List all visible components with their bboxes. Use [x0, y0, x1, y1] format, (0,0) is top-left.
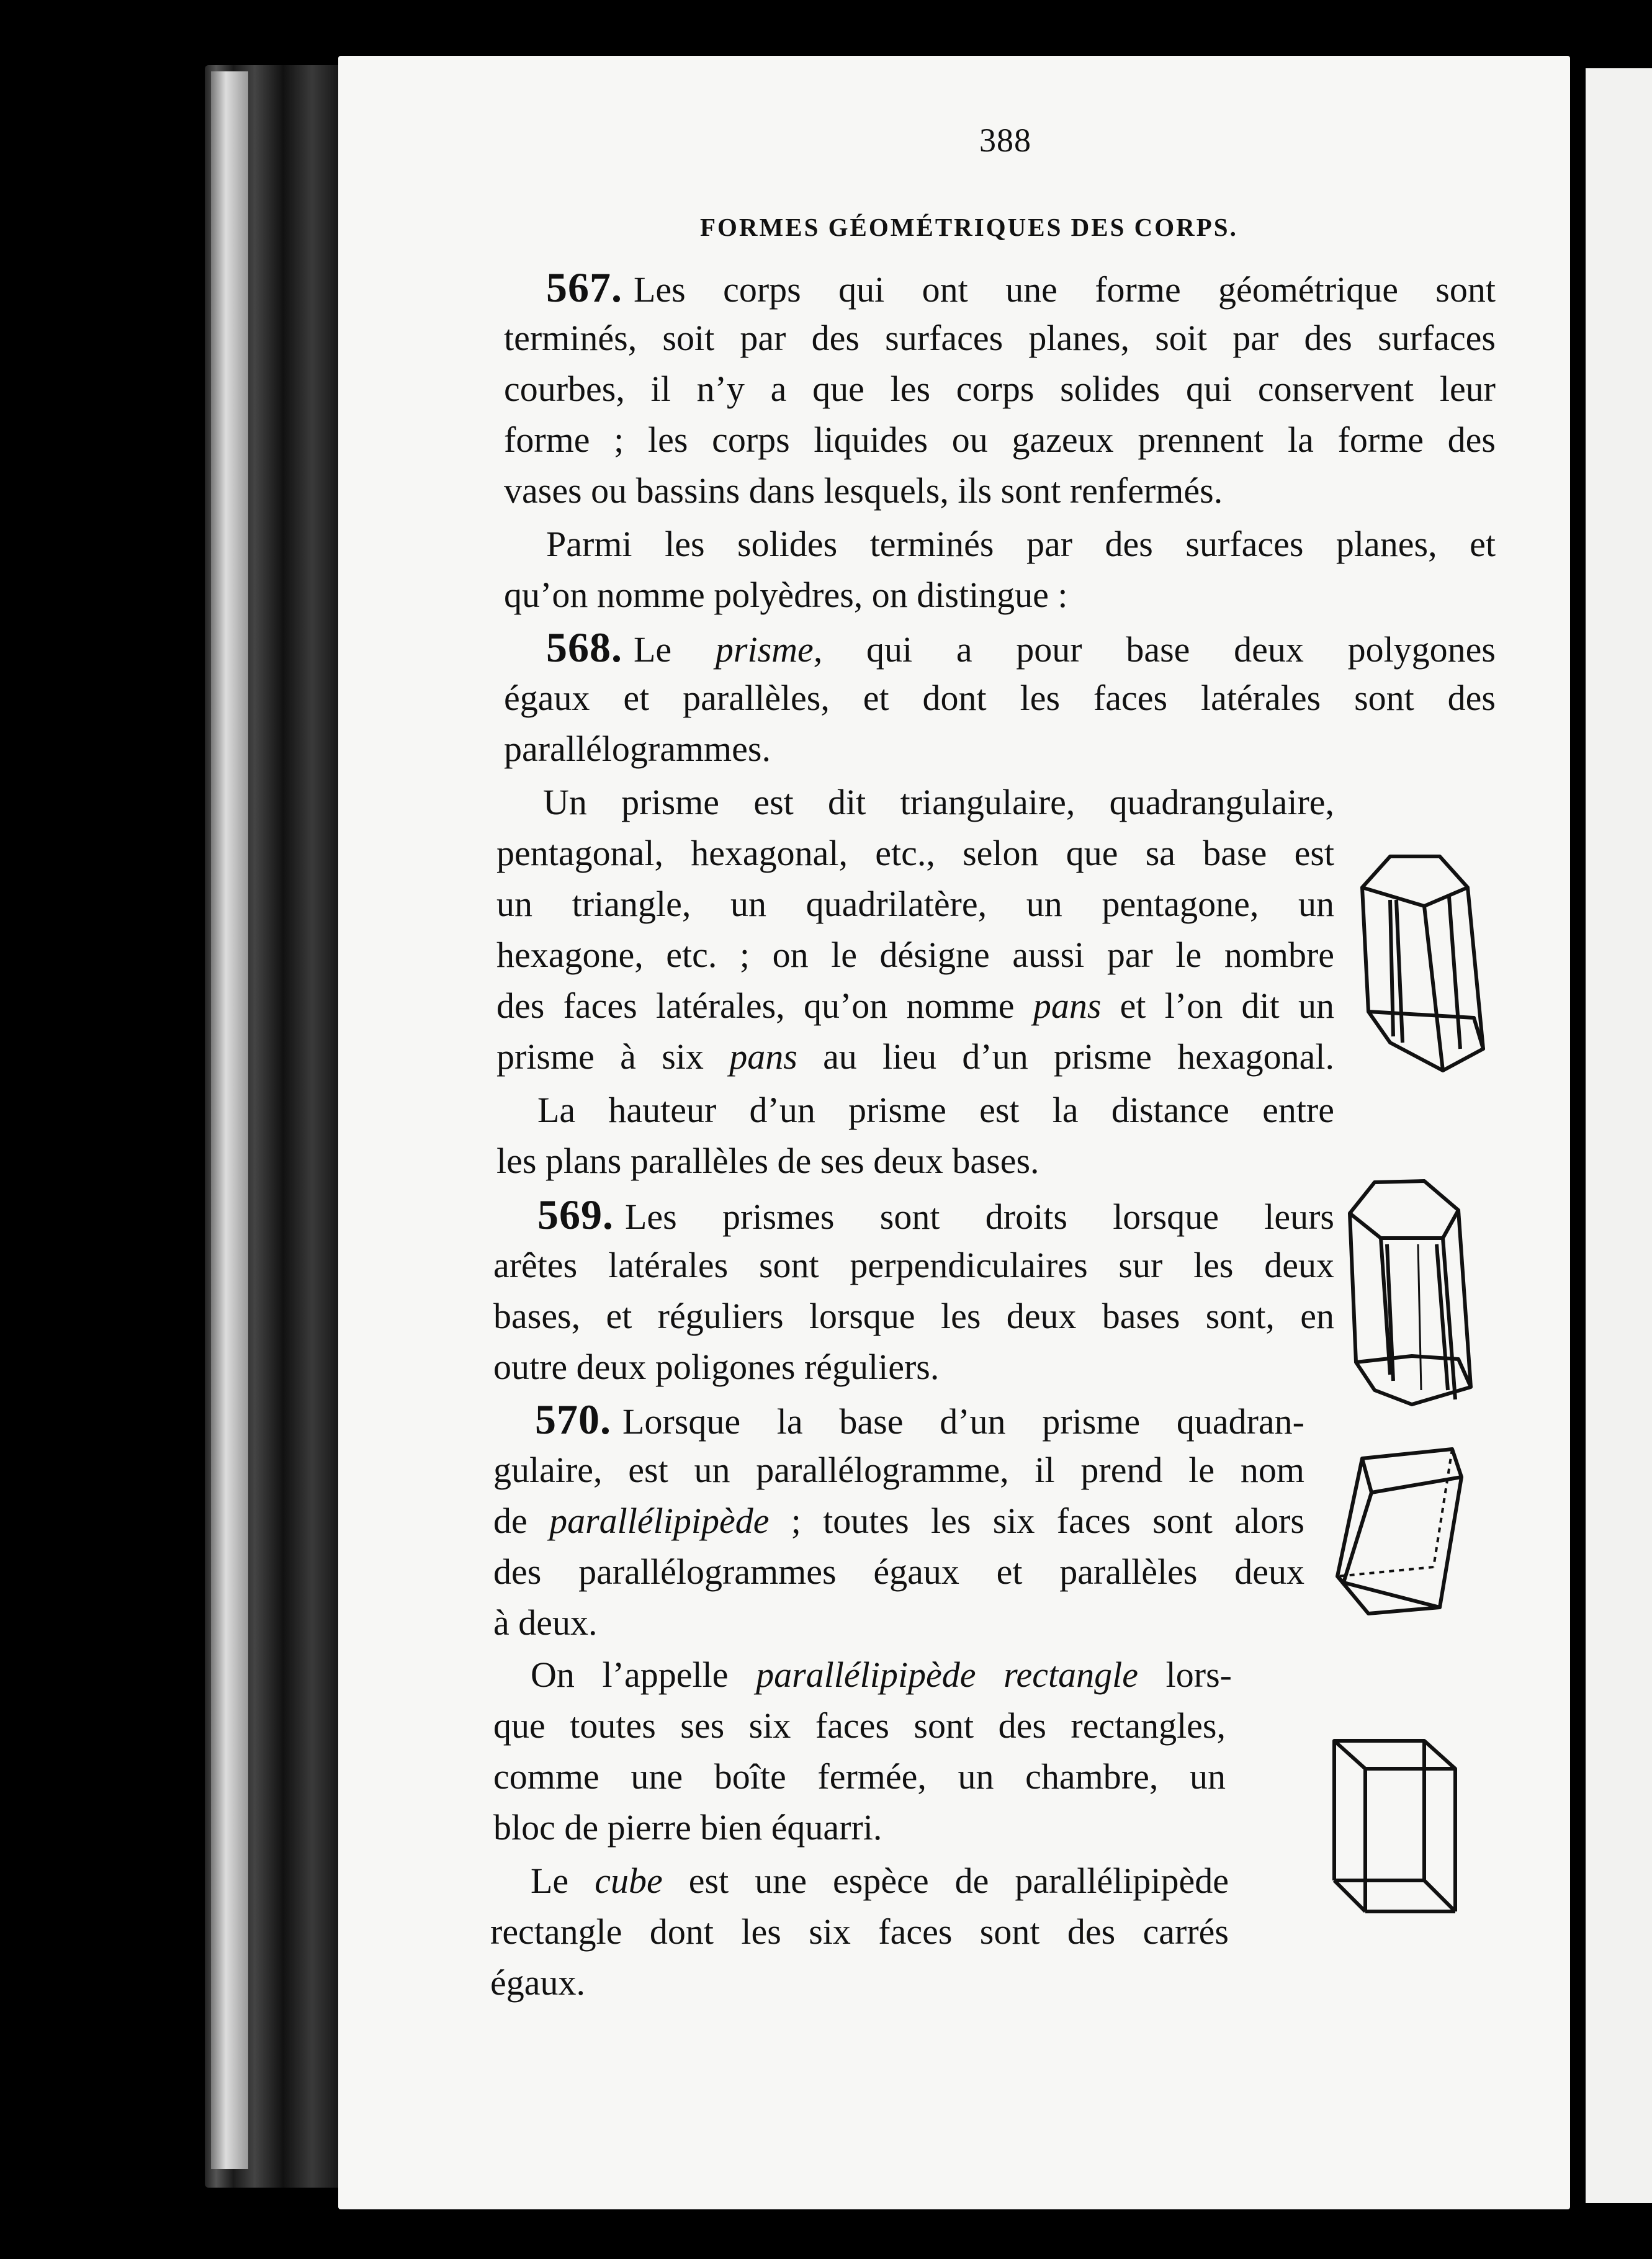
text-line: des faces latérales, qu’on nomme pans et l’on dit un: [496, 986, 1335, 1026]
parallelepiped-icon: [1334, 1446, 1465, 1620]
section-number: 568.: [546, 624, 622, 671]
text-line: gulaire, est un parallélogramme, il prend le nom: [493, 1450, 1304, 1490]
text-line: bases, et réguliers lorsque les deux bases sont, en: [493, 1296, 1334, 1336]
text-line: terminés, soit par des surfaces planes, soit par des surfaces: [504, 318, 1496, 358]
text-line: Le cube est une espèce de parallélipipède: [531, 1861, 1229, 1901]
section-number: 569.: [537, 1191, 614, 1238]
page-edges: [211, 71, 248, 2169]
cube-icon: [1331, 1738, 1461, 1915]
text-line: rectangle dont les six faces sont des carrés: [490, 1911, 1229, 1952]
text-line: forme ; les corps liquides ou gazeux prennent la forme des: [504, 420, 1496, 460]
pentagonal-prism-icon: [1356, 850, 1493, 1080]
text-line: que toutes ses six faces sont des rectangles,: [493, 1705, 1226, 1746]
text-line: arêtes latérales sont perpendiculaires sur les deux: [493, 1245, 1334, 1285]
text-line: 570. Lorsque la base d’un prisme quadran-: [535, 1396, 1304, 1443]
hexagonal-prism-icon: [1344, 1176, 1483, 1409]
text-line: Un prisme est dit triangulaire, quadrangulaire,: [543, 782, 1334, 822]
text-line: parallélogrammes.: [504, 729, 771, 769]
text-line: à deux.: [493, 1602, 598, 1643]
text-line: pentagonal, hexagonal, etc., selon que sa base est: [496, 833, 1334, 873]
text-line: 569. Les prismes sont droits lorsque leurs: [537, 1191, 1334, 1238]
text-line: les plans parallèles de ses deux bases.: [496, 1141, 1039, 1181]
section-number: 567.: [546, 264, 622, 311]
page-number: 388: [979, 122, 1031, 159]
text-line: 567. Les corps qui ont une forme géométrique sont: [546, 264, 1496, 311]
text-line: un triangle, un quadrilatère, un pentagone, un: [496, 884, 1334, 924]
text-line: égaux.: [490, 1962, 585, 2003]
text-line: de parallélipipède ; toutes les six faces sont alors: [493, 1501, 1304, 1541]
text-line: Parmi les solides terminés par des surfaces planes, et: [546, 524, 1496, 564]
text-line: courbes, il n’y a que les corps solides qui conservent leur: [504, 369, 1496, 409]
text-line: vases ou bassins dans lesquels, ils sont renfermés.: [504, 470, 1223, 511]
text-line: égaux et parallèles, et dont les faces latérales sont des: [504, 678, 1496, 718]
text-line: des parallélogrammes égaux et parallèles deux: [493, 1552, 1304, 1592]
facing-page-strip: [1586, 68, 1652, 2203]
running-head: FORMES GÉOMÉTRIQUES DES CORPS.: [700, 213, 1238, 241]
text-line: qu’on nomme polyèdres, on distingue :: [504, 575, 1068, 615]
text-line: On l’appelle parallélipipède rectangle lors-: [531, 1655, 1232, 1695]
text-line: prisme à six pans au lieu d’un prisme hexagonal.: [496, 1036, 1334, 1077]
text-line: bloc de pierre bien équarri.: [493, 1807, 882, 1848]
section-number: 570.: [535, 1396, 611, 1443]
text-line: outre deux poligones réguliers.: [493, 1347, 940, 1387]
text-line: hexagone, etc. ; on le désigne aussi par le nombre: [496, 935, 1334, 975]
text-line: La hauteur d’un prisme est la distance entre: [537, 1090, 1334, 1130]
text-line: comme une boîte fermée, un chambre, un: [493, 1756, 1226, 1797]
text-line: 568. Le prisme, qui a pour base deux polygones: [546, 624, 1496, 671]
